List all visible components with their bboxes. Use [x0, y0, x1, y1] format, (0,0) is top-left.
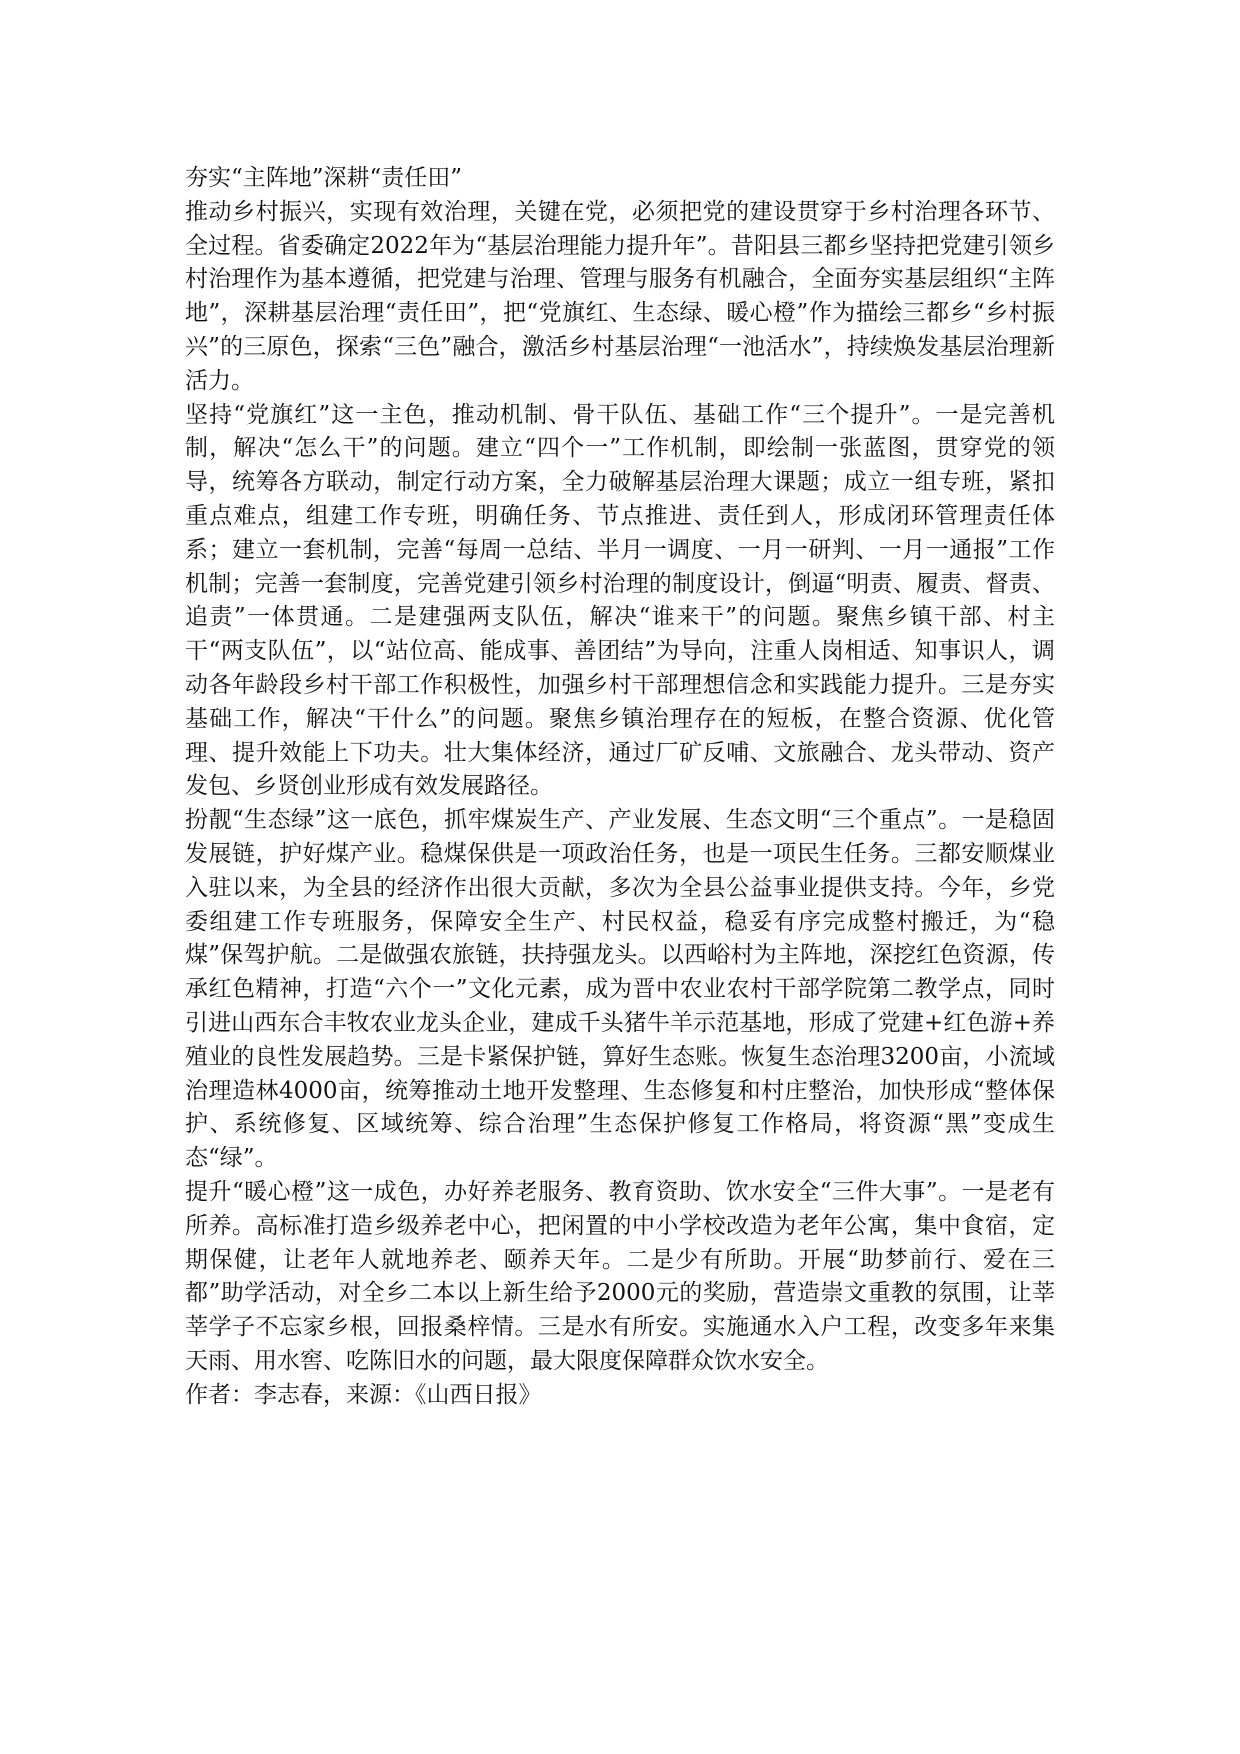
paragraph-party-red: 坚持“党旗红”这一主色，推动机制、骨干队伍、基础工作“三个提升”。一是完善机制，解决“怎么干”的问题。建立“四个一”工作机制，即绘制一张蓝图，贯穿党的领导，统筹各方联动，制定行动方案，全力破解基层治理大课题；成立一组专班，紧扣重点难点，组建工作专班，明确任务、节点推进、责任到人，形成闭环管理责任体系；建立一套机制，完善“每周一总结、半月一调度、一月一研判、一月一通报”工作机制；完善一套制度，完善党建引领乡村治理的制度设计，倒逼“明责、履责、督责、追责”一体贯通。二是建强两支队伍，解决“谁来干”的问题。聚焦乡镇干部、村主干“两支队伍”，以“站位高、能成事、善团结”为导向，注重人岗相适、知事识人，调动各年龄段乡村干部工作积极性，加强乡村干部理想信念和实践能力提升。三是夯实基础工作，解决“干什么”的问题。聚焦乡镇治理存在的短板，在整合资源、优化管理、提升效能上下功夫。壮大集体经济，通过厂矿反哺、文旅融合、龙头带动、资产发包、乡贤创业形成有效发展路径。	[185, 401, 1055, 800]
article-title: 夯实“主阵地”深耕“责任田”	[185, 165, 463, 191]
paragraph-warm-orange: 提升“暖心橙”这一成色，办好养老服务、教育资助、饮水安全“三件大事”。一是老有所养。高标准打造乡级养老中心，把闲置的中小学校改造为老年公寓，集中食宿，定期保健，让老年人就地养老、颐养天年。二是少有所助。开展“助梦前行、爱在三都”助学活动，对全乡二本以上新生给予2000元的奖励，营造崇文重教的氛围，让莘莘学子不忘家乡根，回报桑梓情。三是水有所安。实施通水入户工程，改变多年来集天雨、用水窖、吃陈旧水的问题，最大限度保障群众饮水安全。	[185, 1178, 1055, 1374]
paragraph-eco-green: 扮靓“生态绿”这一底色，抓牢煤炭生产、产业发展、生态文明“三个重点”。一是稳固发展链，护好煤产业。稳煤保供是一项政治任务，也是一项民生任务。三都安顺煤业入驻以来，为全县的经济作出很大贡献，多次为全县公益事业提供支持。今年，乡党委组建工作专班服务，保障安全生产、村民权益，稳妥有序完成整村搬迁，为“稳煤”保驾护航。二是做强农旅链，扶持强龙头。以西峪村为主阵地，深挖红色资源，传承红色精神，打造“六个一”文化元素，成为晋中农业农村干部学院第二教学点，同时引进山西东合丰牧农业龙头企业，建成千头猪牛羊示范基地，形成了党建+红色游+养殖业的良性发展趋势。三是卡紧保护链，算好生态账。恢复生态治理3200亩，小流域治理造林4000亩，统筹推动土地开发整理、生态修复和村庄整治，加快形成“整体保护、系统修复、区域统筹、综合治理”生态保护修复工作格局，将资源“黑”变成生态“绿”。	[185, 807, 1055, 1172]
paragraph-intro: 推动乡村振兴，实现有效治理，关键在党，必须把党的建设贯穿于乡村治理各环节、全过程。省委确定2022年为“基层治理能力提升年”。昔阳县三都乡坚持把党建引领乡村治理作为基本遵循，把党建与治理、管理与服务有机融合，全面夯实基层组织“主阵地”，深耕基层治理“责任田”，把“党旗红、生态绿、暖心橙”作为描绘三都乡“乡村振兴”的三原色，探索“三色”融合，激活乡村基层治理“一池活水”，持续焕发基层治理新活力。	[185, 198, 1055, 394]
article-byline: 作者：李志春，来源：《山西日报》	[185, 1381, 542, 1408]
article-body	[185, 162, 1055, 1412]
